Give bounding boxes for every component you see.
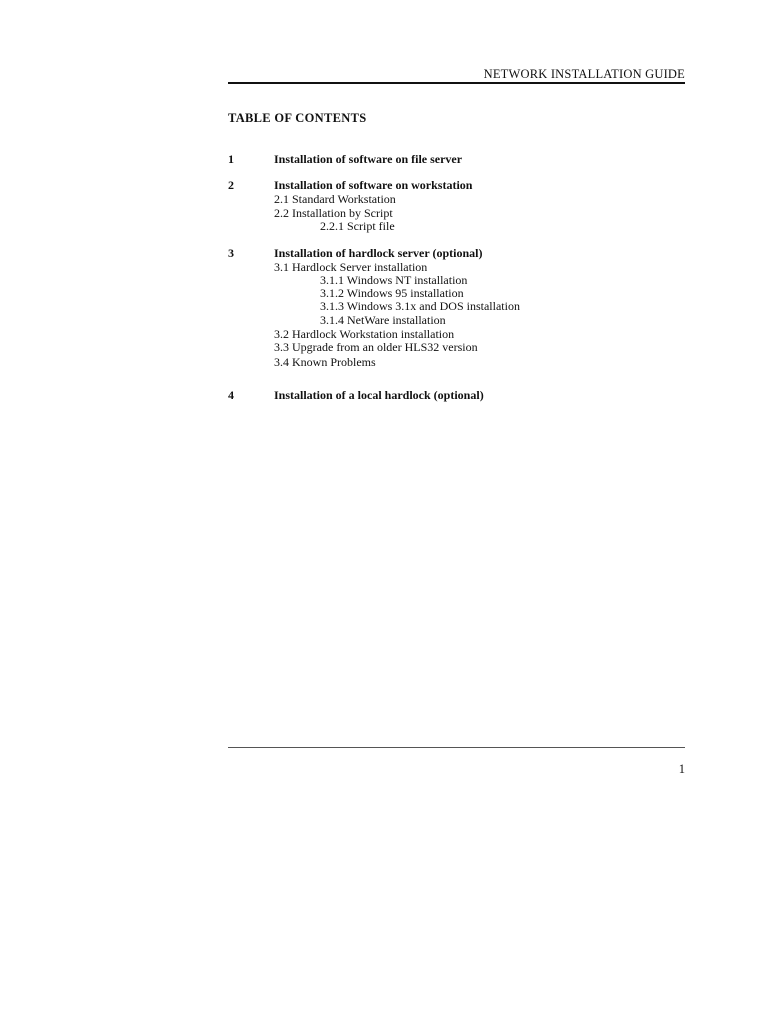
toc-chapter-number: 1	[228, 152, 234, 166]
toc-subsection-entry: 2.2.1 Script file	[320, 219, 395, 233]
toc-section-entry: 3.1 Hardlock Server installation	[274, 260, 428, 274]
toc-title: TABLE OF CONTENTS	[228, 111, 367, 125]
toc-chapter-title: Installation of hardlock server (optional)	[274, 246, 483, 260]
toc-chapter-title: Installation of a local hardlock (optional)	[274, 388, 484, 402]
running-header: NETWORK INSTALLATION GUIDE	[483, 67, 685, 81]
toc-section-entry: 2.1 Standard Workstation	[274, 192, 396, 206]
toc-chapter-number: 2	[228, 178, 234, 192]
toc-section-entry: 3.2 Hardlock Workstation installation	[274, 327, 455, 341]
page-number: 1	[678, 762, 685, 776]
footer-rule	[228, 747, 685, 748]
header-rule	[228, 82, 685, 84]
toc-section-entry: 2.2 Installation by Script	[274, 206, 393, 220]
toc-section-entry: 3.3 Upgrade from an older HLS32 version	[274, 340, 478, 354]
toc-subsection-entry: 3.1.2 Windows 95 installation	[320, 286, 464, 300]
toc-section-entry: 3.4 Known Problems	[274, 355, 376, 369]
toc-chapter-title: Installation of software on workstation	[274, 178, 473, 192]
toc-chapter-title: Installation of software on file server	[274, 152, 463, 166]
toc-chapter-number: 3	[228, 246, 234, 260]
toc-subsection-entry: 3.1.4 NetWare installation	[320, 313, 446, 327]
toc-subsection-entry: 3.1.3 Windows 3.1x and DOS installation	[320, 299, 520, 313]
toc-subsection-entry: 3.1.1 Windows NT installation	[320, 273, 468, 287]
toc-chapter-number: 4	[228, 388, 234, 402]
